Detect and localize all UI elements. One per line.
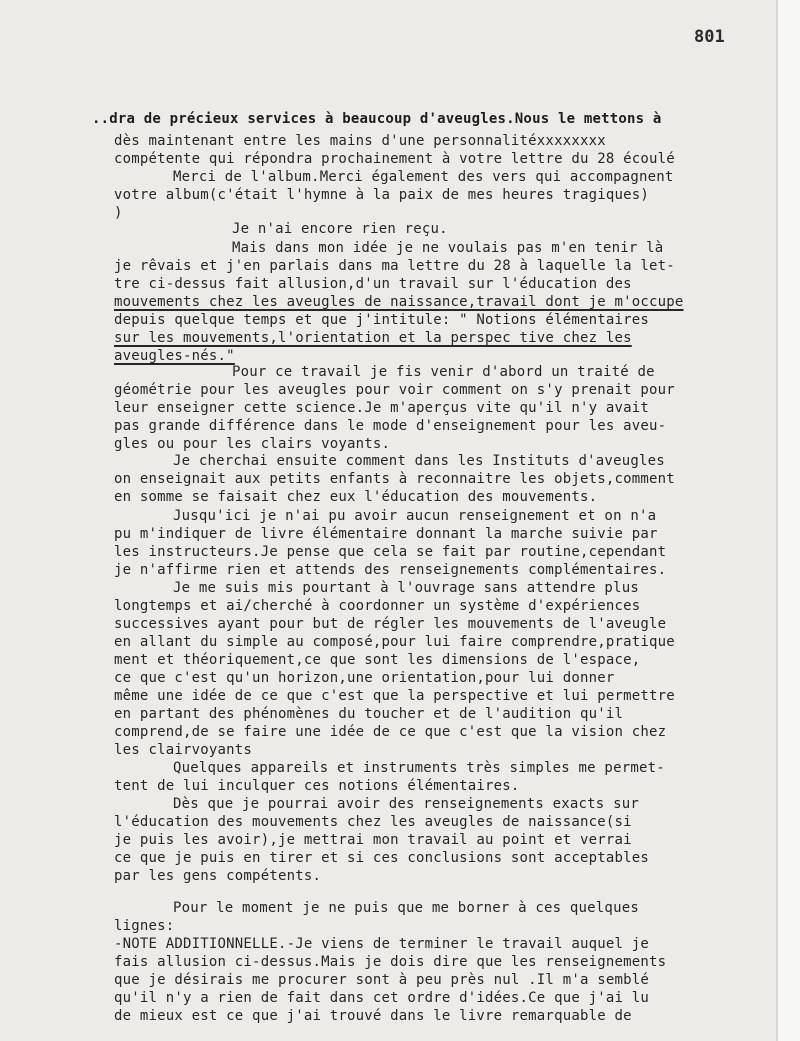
text-line: mouvements chez les aveugles de naissance,travail dont je m'occupe xyxy=(114,294,684,310)
text-line: Dès que je pourrai avoir des renseignements exacts sur xyxy=(173,796,639,812)
text-line: aveugles-nés." xyxy=(114,348,235,364)
text-line: Jusqu'ici je n'ai pu avoir aucun renseignement et on n'a xyxy=(173,508,657,524)
text-line: tre ci-dessus fait allusion,d'un travail sur l'éducation des xyxy=(114,276,632,292)
text-line: Pour le moment je ne puis que me borner à ces quelques xyxy=(173,900,639,916)
text-line: Pour ce travail je fis venir d'abord un traité de xyxy=(232,364,655,380)
text-line: longtemps et ai/cherché à coordonner un système d'expériences xyxy=(114,598,641,614)
text-line: géométrie pour les aveugles pour voir comment on s'y prenait pour xyxy=(114,382,675,398)
text-line: même une idée de ce que c'est que la perspective et lui permettre xyxy=(114,688,675,704)
text-line: lignes: xyxy=(114,918,175,934)
text-line: l'éducation des mouvements chez les aveugles de naissance(si xyxy=(114,814,632,830)
text-line: ment et théoriquement,ce que sont les dimensions de l'espace, xyxy=(114,652,641,668)
text-line: par les gens compétents. xyxy=(114,868,322,884)
text-line: pu m'indiquer de livre élémentaire donnant la marche suivie par xyxy=(114,526,658,542)
text-line: tent de lui inculquer ces notions élémentaires. xyxy=(114,778,520,794)
text-line: je n'affirme rien et attends des renseignements complémentaires. xyxy=(114,562,667,578)
text-line: en allant du simple au composé,pour lui faire comprendre,pratique xyxy=(114,634,675,650)
text-line: fais allusion ci-dessus.Mais je dois dire que les renseignements xyxy=(114,954,667,970)
text-line: Quelques appareils et instruments très simples me permet- xyxy=(173,760,665,776)
text-line: pas grande différence dans le mode d'enseignement pour les aveu- xyxy=(114,418,667,434)
text-line: depuis quelque temps et que j'intitule: " Notions élémentaires xyxy=(114,312,649,328)
text-line: -NOTE ADDITIONNELLE.-Je viens de terminer le travail auquel je xyxy=(114,936,649,952)
text-line: Je me suis mis pourtant à l'ouvrage sans attendre plus xyxy=(173,580,639,596)
text-line: comprend,de se faire une idée de ce que c'est que la vision chez xyxy=(114,724,667,740)
text-line: en somme se faisait chez eux l'éducation des mouvements. xyxy=(114,489,598,505)
page-number: 801 xyxy=(694,27,725,47)
text-line: je puis les avoir),je mettrai mon travail au point et verrai xyxy=(114,832,632,848)
page-edge xyxy=(776,0,800,1041)
text-line: je rêvais et j'en parlais dans ma lettre du 28 à laquelle la let- xyxy=(114,258,675,274)
text-line: en partant des phénomènes du toucher et de l'audition qu'il xyxy=(114,706,624,722)
text-line: votre album(c'était l'hymne à la paix de mes heures tragiques) xyxy=(114,187,649,203)
text-line: on enseignait aux petits enfants à reconnaitre les objets,comment xyxy=(114,471,675,487)
text-line: les clairvoyants xyxy=(114,742,253,758)
text-line: leur enseigner cette science.Je m'aperçus vite qu'il n'y avait xyxy=(114,400,649,416)
text-line: successives ayant pour but de régler les mouvements de l'aveugle xyxy=(114,616,667,632)
text-line: les instructeurs.Je pense que cela se fait par routine,cependant xyxy=(114,544,667,560)
text-line: Je n'ai encore rien reçu. xyxy=(232,221,448,237)
text-line: sur les mouvements,l'orientation et la perspec tive chez les xyxy=(114,330,632,346)
text-line: ..dra de précieux services à beaucoup d'aveugles.Nous le mettons à xyxy=(92,111,662,127)
text-line: Merci de l'album.Merci également des vers qui accompagnent xyxy=(173,169,674,185)
text-line: Je cherchai ensuite comment dans les Instituts d'aveugles xyxy=(173,453,665,469)
text-line: ce que c'est qu'un horizon,une orientation,pour lui donner xyxy=(114,670,615,686)
text-line: ) xyxy=(114,205,123,221)
text-line: gles ou pour les clairs voyants. xyxy=(114,436,391,452)
text-line: Mais dans mon idée je ne voulais pas m'en tenir là xyxy=(232,240,664,256)
text-line: qu'il n'y a rien de fait dans cet ordre d'idées.Ce que j'ai lu xyxy=(114,990,649,1006)
text-line: dès maintenant entre les mains d'une personnalitéxxxxxxxx xyxy=(114,133,606,149)
text-line: que je désirais me procurer sont à peu près nul .Il m'a semblé xyxy=(114,972,649,988)
text-line: compétente qui répondra prochainement à votre lettre du 28 écoulé xyxy=(114,151,675,167)
text-line: ce que je puis en tirer et si ces conclusions sont acceptables xyxy=(114,850,649,866)
text-line: de mieux est ce que j'ai trouvé dans le livre remarquable de xyxy=(114,1008,632,1024)
